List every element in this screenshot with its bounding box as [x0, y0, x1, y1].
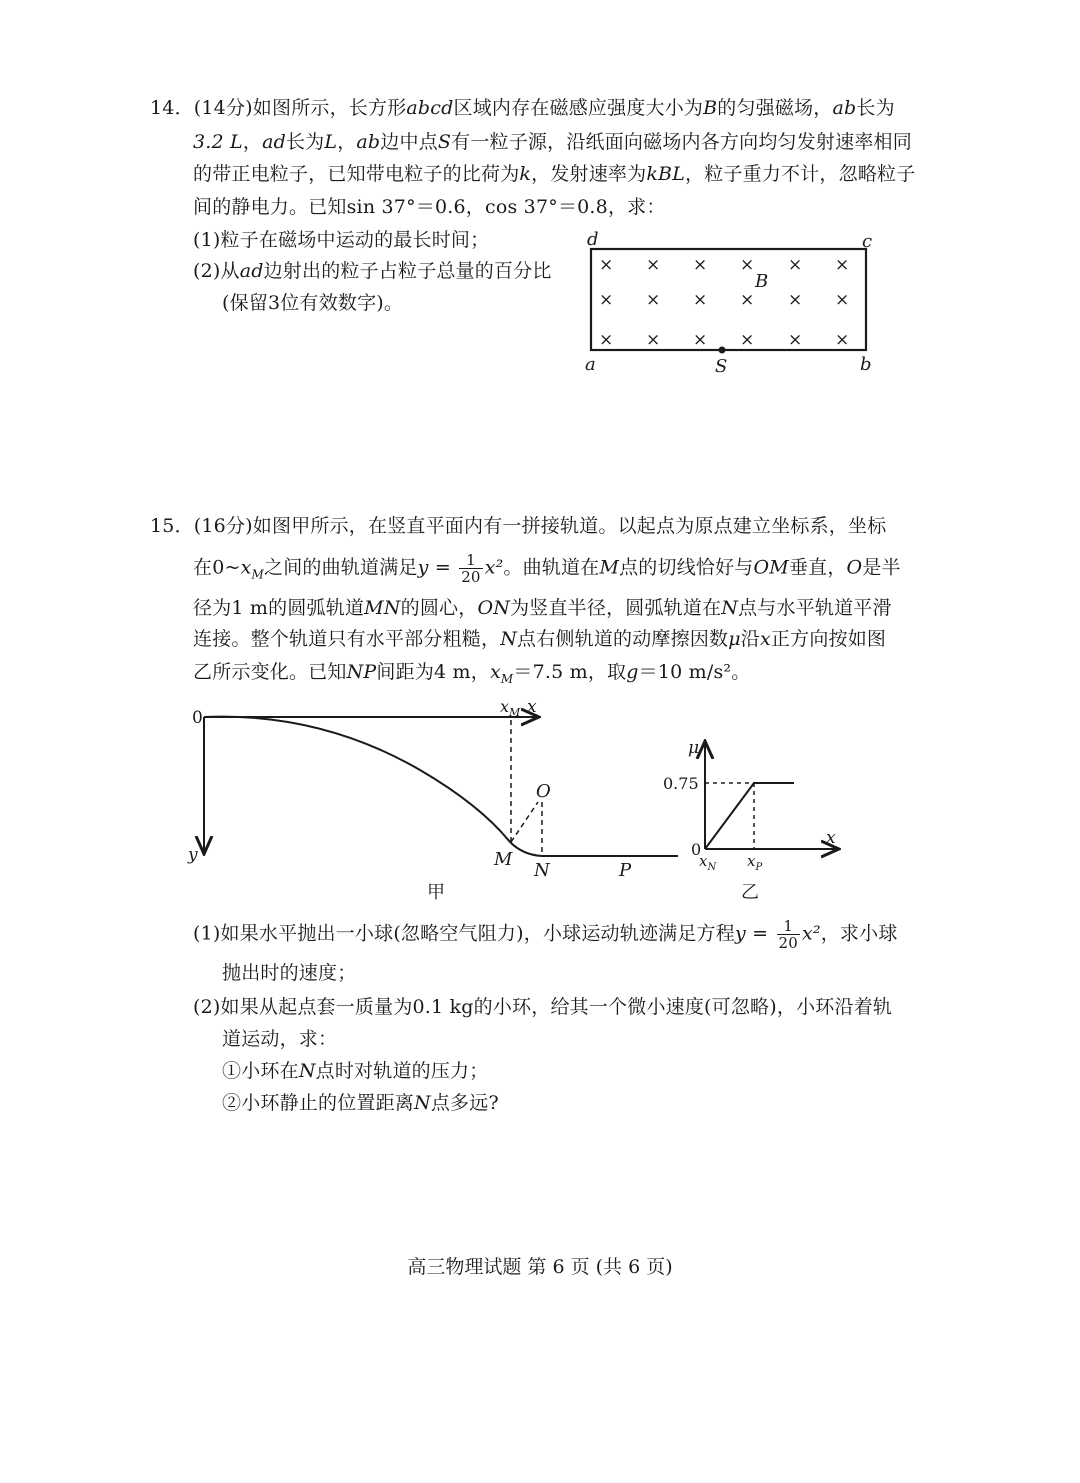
x-label: x: [527, 697, 537, 717]
q14-line1: 14．(14分)如图所示，长方形abcd区域内存在磁感应强度大小为B的匀强磁场，ab长为: [150, 97, 895, 119]
fraction-1-20: $\frac{1}{20}$: [461, 551, 481, 586]
rect-abcd: [591, 249, 866, 350]
figure-jia-track: [180, 690, 700, 905]
label-field-b: B: [755, 271, 769, 292]
field-cross-mark: ×: [740, 255, 755, 275]
mu-x-label: x: [826, 828, 836, 848]
arc-track-mn: [510, 842, 542, 856]
figure-yi-mu-graph: [655, 735, 845, 905]
field-cross-mark: ×: [599, 255, 614, 275]
n-label: N: [534, 860, 550, 881]
xn-label: $x_N$: [699, 852, 717, 873]
field-cross-mark: ×: [740, 330, 755, 350]
caption-jia: 甲: [427, 882, 445, 903]
fraction-1-20-b: $\frac{1}{20}$: [778, 917, 798, 952]
q15-line3: 径为1 m的圆弧轨道MN的圆心，ON为竖直半径，圆弧轨道在N点与水平轨道平滑: [193, 597, 892, 619]
q15-sub2: (2)如果从起点套一质量为0.1 kg的小环，给其一个微小速度(可忽略)，小环沿着轨: [193, 996, 893, 1018]
q15-line1: 15．(16分)如图甲所示，在竖直平面内有一拼接轨道。以起点为原点建立坐标系，坐标: [150, 515, 887, 537]
field-cross-mark: ×: [646, 330, 661, 350]
q15-sub2c: ①小环在N点时对轨道的压力；: [222, 1060, 489, 1082]
label-b: b: [860, 354, 872, 375]
q14-line3: 的带正电粒子，已知带电粒子的比荷为k，发射速率为kBL，粒子重力不计，忽略粒子: [193, 163, 916, 185]
q15-sub1b: 抛出时的速度；: [222, 962, 357, 984]
curved-track: [204, 717, 510, 842]
q14-sub2b: (保留3位有效数字)。: [222, 292, 404, 314]
field-cross-mark: ×: [788, 330, 803, 350]
xm-label: $x_M$: [500, 697, 521, 719]
q14-line4: 间的静电力。已知sin 37°＝0.6，cos 37°＝0.8，求：: [193, 196, 666, 218]
mu-curve: [705, 783, 794, 849]
q14-magnetic-field-figure: [575, 225, 885, 380]
dashed-om-line: [511, 802, 538, 842]
q15-line2: 在$0\sim x_M$之间的曲轨道满足y = $\frac{1}{20}$ x²。曲轨道在M点的切线恰好与OM垂直，O是半: [193, 551, 901, 586]
q15-sub2d: ②小环静止的位置距离N点多远?: [222, 1092, 499, 1114]
caption-yi: 乙: [741, 882, 759, 903]
mu-axis-label: μ: [688, 738, 700, 758]
field-cross-mark: ×: [788, 290, 803, 310]
label-a: a: [585, 354, 596, 375]
o-label: O: [536, 781, 551, 802]
q14-sub2: (2)从ad边射出的粒子占粒子总量的百分比: [193, 260, 552, 282]
xp-label: $x_P$: [747, 852, 763, 873]
m-label: M: [494, 849, 513, 870]
q15-sub1: (1)如果水平抛出一小球(忽略空气阻力)，小球运动轨迹满足方程y = $\frac{1}{20}$ x²，求小球: [193, 917, 898, 952]
field-cross-mark: ×: [599, 290, 614, 310]
field-cross-mark: ×: [740, 290, 755, 310]
field-cross-mark: ×: [835, 330, 850, 350]
label-c: c: [862, 231, 873, 252]
q14-sub1: (1)粒子在磁场中运动的最长时间；: [193, 229, 490, 251]
field-cross-mark: ×: [693, 255, 708, 275]
field-cross-mark: ×: [693, 290, 708, 310]
y-label: y: [188, 845, 198, 865]
q14-line2: 3.2 L，ad长为L，ab边中点S有一粒子源，沿纸面向磁场内各方向均匀发射速率相同: [193, 131, 912, 153]
field-cross-mark: ×: [788, 255, 803, 275]
q15-sub2b: 道运动，求：: [222, 1028, 338, 1050]
label-d: d: [587, 229, 599, 250]
field-crosses: [599, 255, 849, 350]
field-cross-mark: ×: [835, 290, 850, 310]
field-cross-mark: ×: [646, 255, 661, 275]
p-label: P: [619, 860, 632, 881]
q15-line5: 乙所示变化。已知NP间距为4 m，$x_M=7.5$ m，取g＝10 m/s²。: [193, 661, 751, 686]
source-point-s: [719, 347, 726, 354]
field-cross-mark: ×: [693, 330, 708, 350]
mu-value-label: 0.75: [663, 774, 699, 793]
page-footer: 高三物理试题 第 6 页 (共 6 页): [407, 1256, 673, 1278]
field-cross-mark: ×: [599, 330, 614, 350]
mu-origin-label: 0: [691, 840, 702, 859]
field-cross-mark: ×: [835, 255, 850, 275]
label-s: S: [715, 356, 728, 377]
origin-label: 0: [192, 708, 203, 728]
q15-line4: 连接。整个轨道只有水平部分粗糙，N点右侧轨道的动摩擦因数μ沿x正方向按如图: [193, 628, 887, 650]
field-cross-mark: ×: [646, 290, 661, 310]
